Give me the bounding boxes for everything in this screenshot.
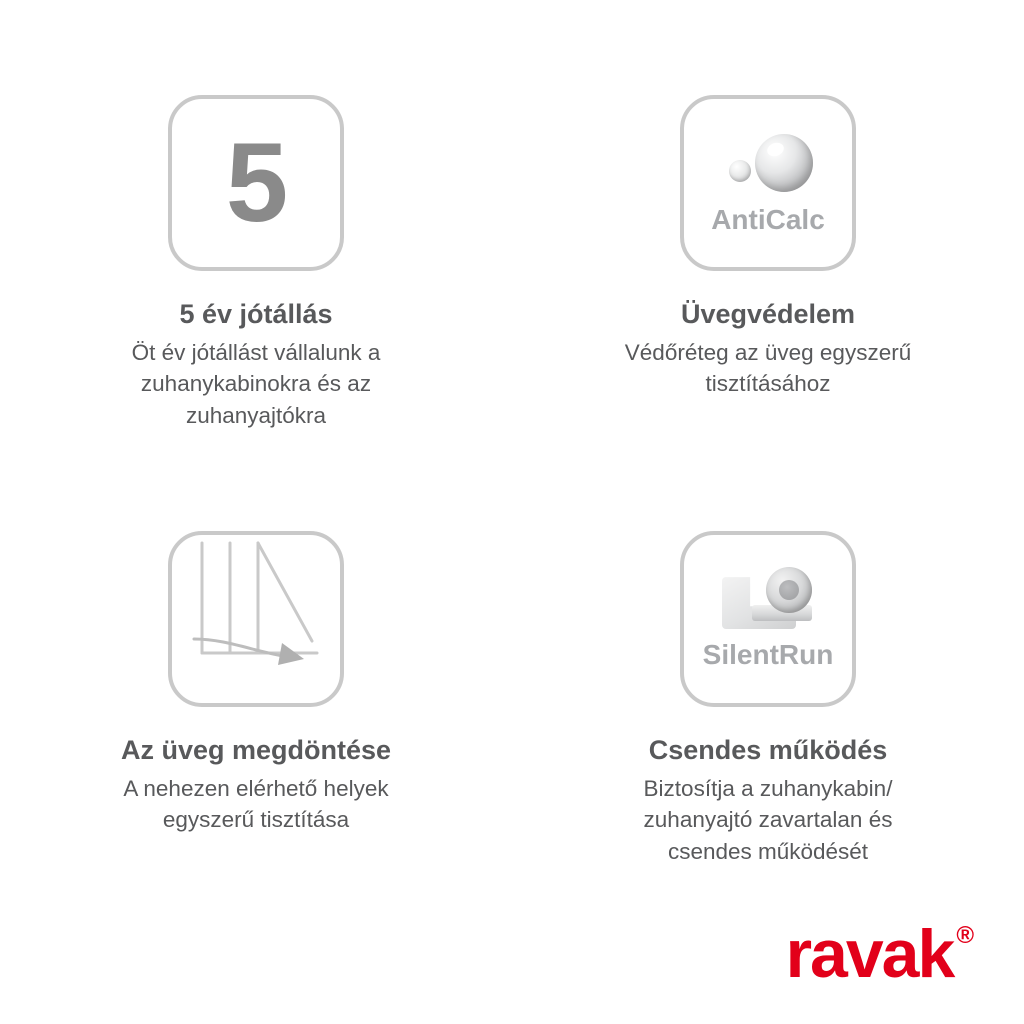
feature-title: Üvegvédelem — [680, 299, 856, 329]
feature-title: 5 év jótállás — [179, 299, 333, 329]
tilting-glass-icon — [168, 531, 344, 707]
feature-title: Csendes működés — [648, 735, 888, 766]
feature-card-warranty — [0, 95, 512, 431]
silentrun-roller-icon — [680, 531, 856, 707]
roller-assembly-icon — [716, 567, 820, 633]
features-grid — [0, 95, 1024, 867]
number-five-label: 5 — [225, 120, 287, 245]
number-five-icon — [168, 95, 344, 271]
feature-description: Öt év jótállást vállalunk a zuhanykabinokra és az zuhanyajtókra — [131, 339, 381, 428]
tilting-glass-graphic — [172, 535, 340, 703]
anticalc-label: AntiCalc — [711, 204, 825, 235]
silentrun-label: SilentRun — [702, 639, 834, 671]
feature-card-glass-protection — [512, 95, 1024, 431]
feature-title: Az üveg megdöntése — [120, 735, 392, 766]
droplet-large-icon — [755, 134, 813, 192]
feature-description: Biztosítja a zuhanykabin/ zuhanyajtó zavartalan és csendes működését — [643, 775, 893, 864]
feature-card-tilting-glass — [0, 531, 512, 867]
feature-card-silent-operation — [512, 531, 1024, 867]
registered-trademark-icon: ® — [956, 922, 972, 949]
feature-description: Védőréteg az üveg egyszerű tisztításához — [624, 339, 912, 397]
water-droplets-icon — [713, 130, 823, 202]
ravak-logo — [785, 916, 972, 992]
silentrun-graphic — [684, 535, 852, 703]
droplet-small-icon — [729, 160, 751, 182]
anticalc-droplet-icon — [680, 95, 856, 271]
brand-name: ravak — [785, 916, 954, 992]
feature-description: A nehezen elérhető helyek egyszerű tisztítása — [123, 775, 389, 833]
anticalc-graphic — [684, 99, 852, 267]
roller-wheel-icon — [766, 567, 812, 613]
